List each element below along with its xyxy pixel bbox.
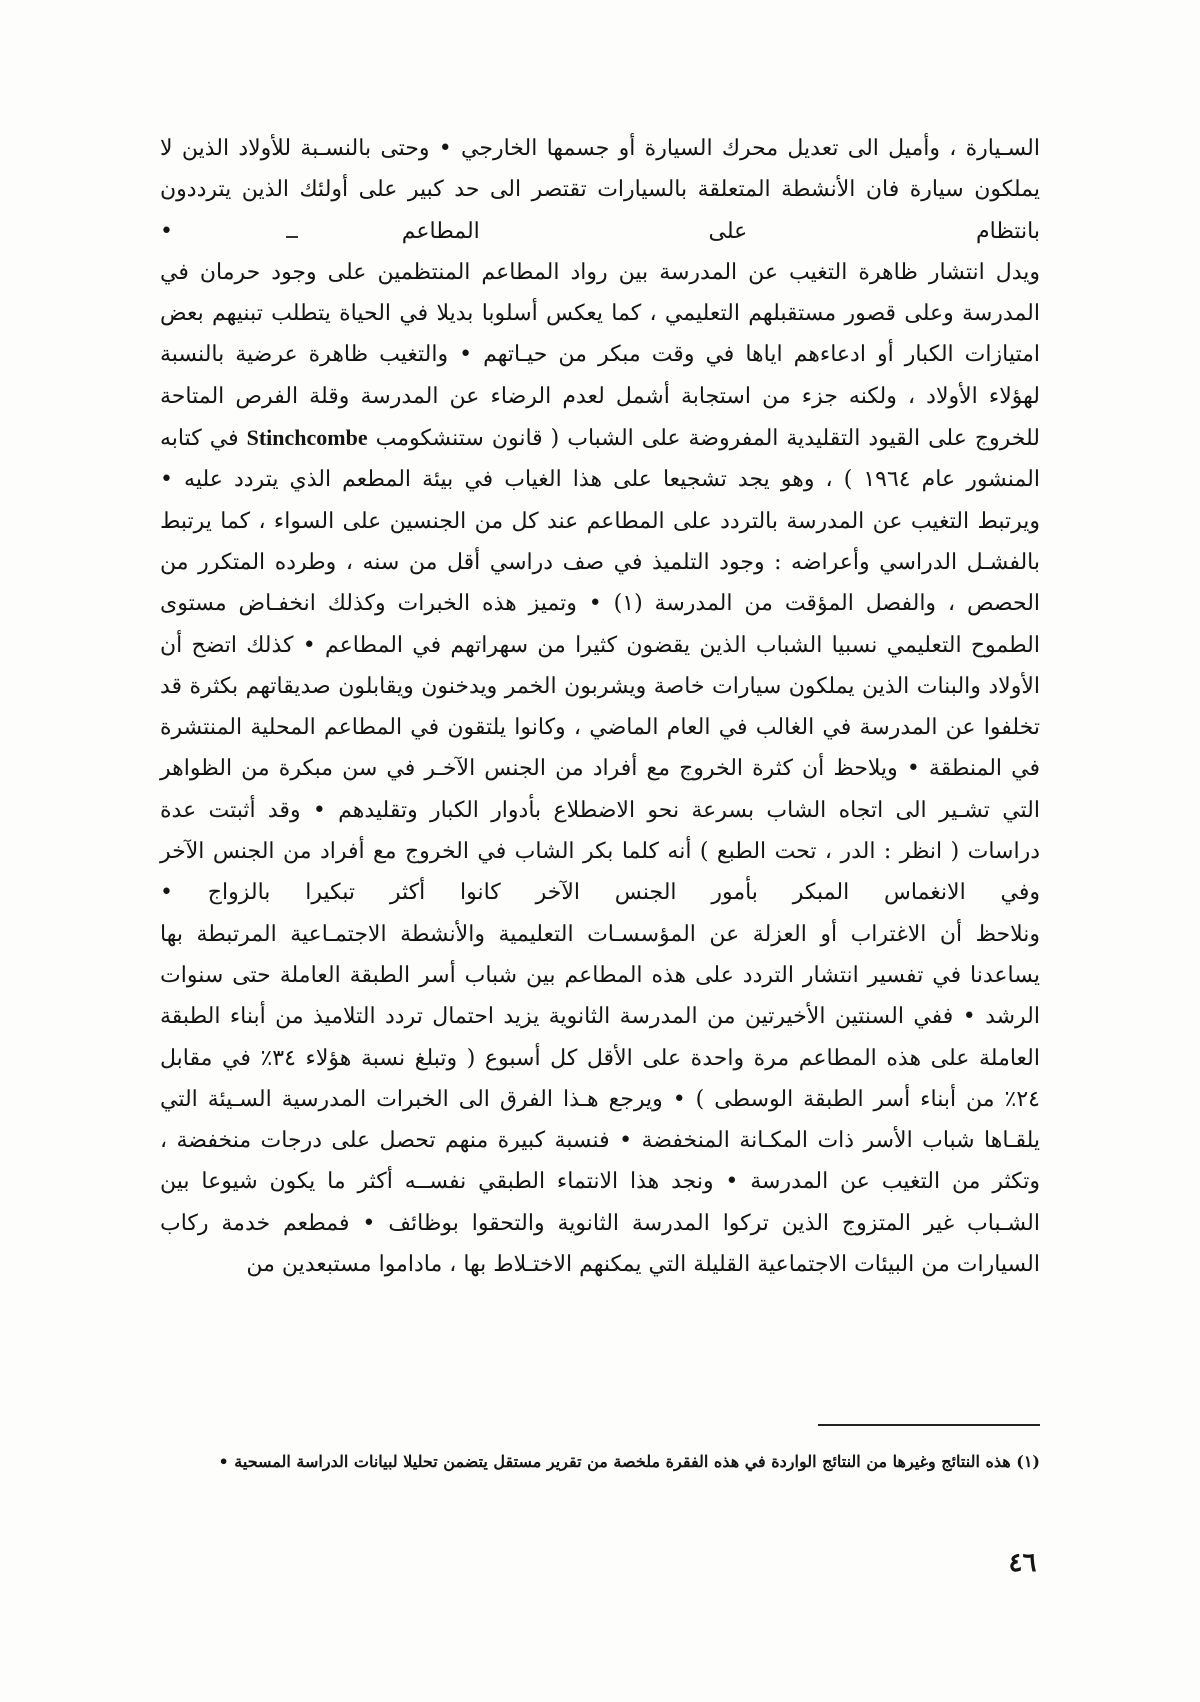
footnote: (١) هذه النتائج وغيرها من النتائج الواردة في هذه الفقرة ملخصة من تقرير مستقل يتضمن تحليلا لبيانات الدراسة المسحية • [218, 1452, 1040, 1471]
paragraph-2-part-b: في كتابه المنشور عام ١٩٦٤ ) ، وهو يجد تشجيعا على هذا الغياب في بيئة المطعم الذي يتردد عليه • ويرتبط التغيب عن المدرسة بالتردد على المطاعم عند كل من الجنسين على السواء ، كما يرتبط بالفشـل الدراسي وأعراضه : وجود التلميذ في صف دراسي أقل من سنه ، وطرده المتكرر من الحصص ، والفصل المؤقت من المدرسة (١) • وتميز هذه الخبرات وكذلك انخفـاض مستوى الطموح التعليمي نسبيا الشباب الذين يقضون كثيرا من سهراتهم في المطاعم • كذلك اتضح أن الأولاد والبنات الذين يملكون سيارات خاصة ويشربون الخمر ويدخنون ويقابلون صديقاتهم بكثرة قد تخلفوا عن المدرسة في الغالب في العام الماضي ، وكانوا يلتقون في المطاعم المحلية المنتشرة في المنطقة • ويلاحظ أن كثرة الخروج مع أفراد من الجنس الآخـر في سن مبكرة من الظواهر التي تشـير الى اتجاه الشاب بسرعة نحو الاضطلاع بأدوار الكبار وتقليدهم • وقد أثبتت عدة دراسات ( انظر : الدر ، تحت الطبع ) أنه كلما بكر الشاب في الخروج مع أفراد من الجنس الآخر وفي الانغماس المبكر بأمور الجنس الآخر كانوا أكثر تبكيرا بالزواج • [160, 426, 1041, 906]
paragraph-1: السـيارة ، وأميل الى تعديل محرك السيارة أو جسمها الخارجي • وحتى بالنسـبة للأولاد الذين لا يملكون سيارة فان الأنشطة المتعلقة بالسيارات تقتصر الى حد كبير على أولئك الذين يترددون بانتظام على المطاعم • [160, 136, 1040, 244]
footnote-divider [818, 1424, 1040, 1426]
paragraph-2 [160, 252, 1040, 914]
paragraph-3: ونلاحظ أن الاغتراب أو العزلة عن المؤسسـات التعليمية والأنشطة الاجتمـاعية المرتبطة بها يساعدنا في تفسير انتشار التردد على هذه المطاعم بين شباب أسر الطبقة العاملة حتى سنوات الرشد • ففي السنتين الأخيرتين من المدرسة الثانوية يزيد احتمال تردد التلاميذ من أبناء الطبقة العاملة على هذه المطاعم مرة واحدة على الأقل كل أسبوع ( وتبلغ نسبة هؤلاء ٣٤٪ في مقابل ٢٤٪ من أبناء أسر الطبقة الوسطى ) • ويرجع هـذا الفرق الى الخبرات المدرسية السـيئة التي يلقـاها شباب الأسر ذات المكـانة المنخفضة • فنسبة كبيرة منهم تحصل على درجات منخفضة ، وتكثر من التغيب عن المدرسة • ونجد هذا الانتماء الطبقي نفســه أكثر ما يكون شيوعا بين الشـباب غير المتزوج الذين تركوا المدرسة الثانوية والتحقوا بوظائف • فمطعم خدمة ركاب السيارات من البيئات الاجتماعية القليلة التي يمكنهم الاختـلاط بها ، ماداموا مستبعدين من [160, 921, 1040, 1278]
page-number: ٤٦ [1008, 1548, 1037, 1578]
paragraph-2-part-a: ويدل انتشار ظاهرة التغيب عن المدرسة بين رواد المطاعم المنتظمين على وجود حرمان في المدرسة وعلى قصور مستقبلهم التعليمي ، كما يعكس أسلوبا بديلا في الحياة يتطلب تبنيهم بعض امتيازات الكبار أو ادعاءهم اياها في وقت مبكر من حيـاتهم • والتغيب ظاهرة عرضية بالنسبة لهؤلاء الأولاد ، ولكنه جزء من استجابة أشمل لعدم الرضاء عن المدرسة وقلة الفرص المتاحة للخروج على القيود التقليدية المفروضة على الشباب ( قانون ستنشكومب [160, 259, 1040, 452]
body-text [160, 128, 1040, 1285]
latin-name-stinchcombe: Stinchcombe [246, 425, 368, 451]
